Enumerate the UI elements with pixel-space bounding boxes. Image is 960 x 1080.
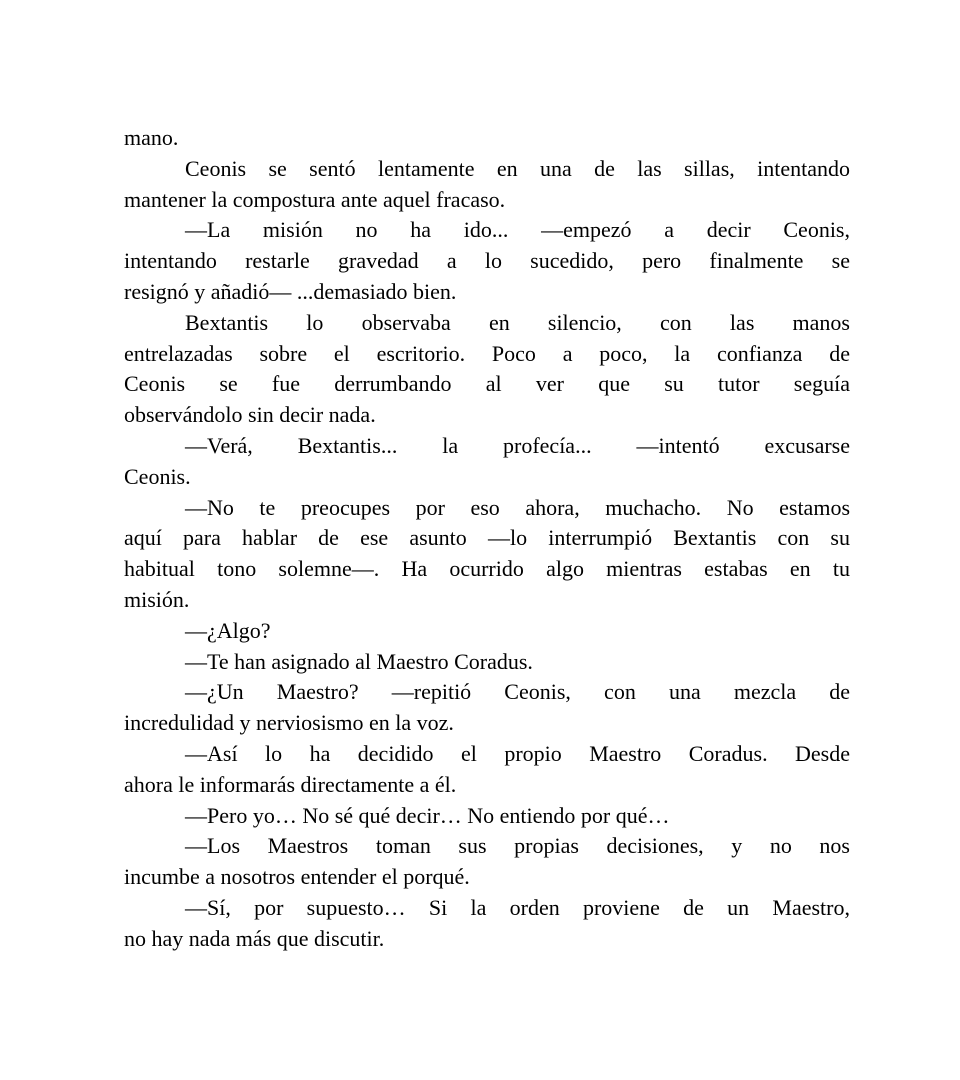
text-line: —No te preocupes por eso ahora, muchacho. No estamos: [185, 494, 850, 520]
paragraph: [124, 123, 850, 154]
text-line: aquí para hablar de ese asunto —lo interrumpió Bextantis con su: [124, 525, 850, 551]
text-line: entrelazadas sobre el escritorio. Poco a poco, la confianza de: [124, 340, 850, 366]
text-line: habitual tono solemne—. Ha ocurrido algo mientras estabas en tu: [124, 556, 850, 582]
text-line: Bextantis lo observaba en silencio, con las manos: [185, 309, 850, 335]
text-line: observándolo sin decir nada.: [124, 402, 376, 428]
text-line: Ceonis se fue derrumbando al ver que su tutor seguía: [124, 371, 850, 397]
paragraph: [124, 154, 850, 216]
paragraph: [124, 831, 850, 893]
text-line: no hay nada más que discutir.: [124, 925, 385, 951]
paragraph: [124, 616, 850, 647]
paragraph: [124, 739, 850, 801]
text-line: misión.: [124, 586, 190, 612]
paragraph: [124, 801, 850, 832]
paragraph: [124, 493, 850, 616]
text-line: —Te han asignado al Maestro Coradus.: [185, 648, 533, 674]
paragraph: [124, 647, 850, 678]
page-text: [124, 123, 850, 955]
text-line: —Así lo ha decidido el propio Maestro Coradus. Desde: [185, 740, 850, 766]
text-line: incumbe a nosotros entender el porqué.: [124, 864, 470, 890]
text-line: —La misión no ha ido... —empezó a decir Ceonis,: [185, 217, 850, 243]
text-line: —¿Algo?: [185, 617, 271, 643]
text-line: mano.: [124, 125, 179, 150]
text-line: mantener la compostura ante aquel fracaso.: [124, 186, 506, 212]
text-line: Ceonis se sentó lentamente en una de las sillas, intentando: [185, 155, 850, 181]
paragraph: [124, 215, 850, 307]
paragraph: [124, 893, 850, 955]
text-line: resignó y añadió— ...demasiado bien.: [124, 278, 457, 304]
text-line: —Sí, por supuesto… Si la orden proviene de un Maestro,: [185, 894, 850, 920]
text-line: ahora le informarás directamente a él.: [124, 771, 457, 797]
text-line: —Verá, Bextantis... la profecía... —intentó excusarse: [185, 432, 850, 458]
text-line: Ceonis.: [124, 463, 191, 489]
paragraph: [124, 677, 850, 739]
text-line: —Pero yo… No sé qué decir… No entiendo por qué…: [185, 802, 670, 828]
paragraph: [124, 308, 850, 431]
paragraph: [124, 431, 850, 493]
text-line: —¿Un Maestro? —repitió Ceonis, con una mezcla de: [185, 679, 850, 705]
text-line: intentando restarle gravedad a lo sucedido, pero finalmente se: [124, 248, 850, 274]
text-line: incredulidad y nerviosismo en la voz.: [124, 710, 454, 736]
text-line: —Los Maestros toman sus propias decisiones, y no nos: [185, 833, 850, 859]
